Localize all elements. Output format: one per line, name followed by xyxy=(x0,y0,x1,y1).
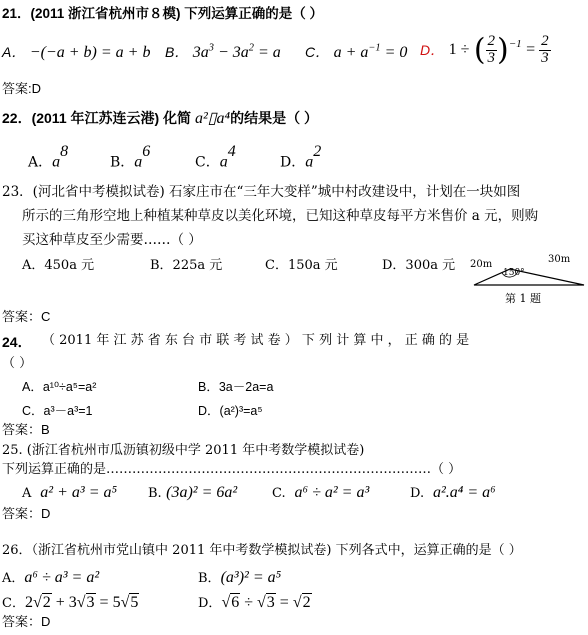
q22-option-c: C．$a^4$ xyxy=(195,143,236,171)
q26-answer: 答案：D xyxy=(2,614,51,629)
q26-option-c: C．2√2 + 3√3 = 5√5 xyxy=(2,594,139,611)
q23-fig-caption: 第 1 题 xyxy=(505,292,541,305)
q22-option-d: D．$a^2$ xyxy=(280,143,322,171)
q23-fig-right-label: 30m xyxy=(548,254,571,265)
q22-expression: a²▯a⁴ xyxy=(194,110,231,127)
q24-option-a: A．a¹⁰÷a⁵=a² xyxy=(22,380,97,394)
q24-option-d: D．(a²)³=a⁵ xyxy=(198,404,263,418)
q23-answer: 答案：C xyxy=(2,309,51,324)
q26-option-b: B．(a³)² = a⁵ xyxy=(198,569,282,586)
q26-option-a: A．a⁶ ÷ a³ = a² xyxy=(2,569,100,586)
q21-answer: 答案:D xyxy=(2,81,42,96)
q24-line-1: （ 2011 年 江 苏 省 东 台 市 联 考 试 卷 ） 下 列 计 算 中 ， 正 确 的 是 xyxy=(42,333,470,348)
q23-line-2: 所示的三角形空地上种植某种草皮以美化环境，已知这种草皮每平方米售价 a 元，则购 xyxy=(22,208,539,224)
q25-line-1: 25. (浙江省杭州市瓜沥镇初级中学 2011 年中考数学模拟试卷) xyxy=(2,443,365,458)
q24-number: 24． xyxy=(2,334,32,350)
q24-option-c: C．a³－a³=1 xyxy=(22,404,93,418)
q25-option-c: C. a⁶ ÷ a² = a³ xyxy=(272,484,370,501)
q23-fig-angle-label: 150° xyxy=(503,268,525,278)
q21-option-c: C． $a + a^{-1} = 0$ xyxy=(305,42,408,61)
q26-header: 26．（浙江省杭州市党山镇中 2011 年中考数学模拟试卷) 下列各式中，运算正确的是（ ） xyxy=(2,543,522,558)
q21-option-d: D． 1 ÷ ( $\frac{2}{3}$ )$^{-1}$ = $\frac{2}{3}$ xyxy=(420,32,549,68)
q21-header: 21．(2011 浙江省杭州市８模) 下列运算正确的是（ ） xyxy=(2,6,324,21)
q25-option-d: D. a².a⁴ = a⁶ xyxy=(410,484,496,501)
q25-option-b: B. (3a)² = 6a² xyxy=(148,484,238,501)
q23-option-c: C．150a 元 xyxy=(265,258,338,273)
q23-option-a: A．450a 元 xyxy=(22,258,95,273)
q22-option-b: B．$a^6$ xyxy=(110,143,151,171)
q21-d-fraction: $\frac{2}{3}$ xyxy=(487,33,496,66)
q22-option-a: A．$a^8$ xyxy=(28,143,69,171)
q23-option-d: D．300a 元 xyxy=(382,258,456,273)
q24-line-2: （ ） xyxy=(2,356,33,371)
q24-answer: 答案：B xyxy=(2,422,50,437)
q23-option-b: B．225a 元 xyxy=(150,258,223,273)
q21-d-result-fraction: $\frac{2}{3}$ xyxy=(541,33,549,66)
triangle-shape xyxy=(474,269,584,285)
q21-option-b: B． $3a^3 - 3a^2 = a$ xyxy=(165,42,281,61)
q21-option-a: A． −(−a + b) = a + b xyxy=(2,44,151,61)
q26-option-d: D．√6 ÷ √3 = √2 xyxy=(198,594,311,611)
q25-option-a: A a² + a³ = a⁵ xyxy=(22,484,118,501)
q22-header: 22．(2011 年江苏连云港) 化简 a²▯a⁴的结果是（ ） xyxy=(2,110,318,127)
q25-line-2: 下列运算正确的是…………………………………………………………………（ ） xyxy=(2,462,462,477)
q24-option-b: B．3a－2a=a xyxy=(198,380,274,394)
q23-fig-left-label: 20m xyxy=(470,259,493,270)
q23-line-1: 23．(河北省中考模拟试卷) 石家庄市在“三年大变样”城中村改建设中，计划在一块如图 xyxy=(2,184,521,200)
q25-answer: 答案：D xyxy=(2,506,51,521)
q23-line-3: 买这种草皮至少需要……（ ） xyxy=(22,232,202,248)
